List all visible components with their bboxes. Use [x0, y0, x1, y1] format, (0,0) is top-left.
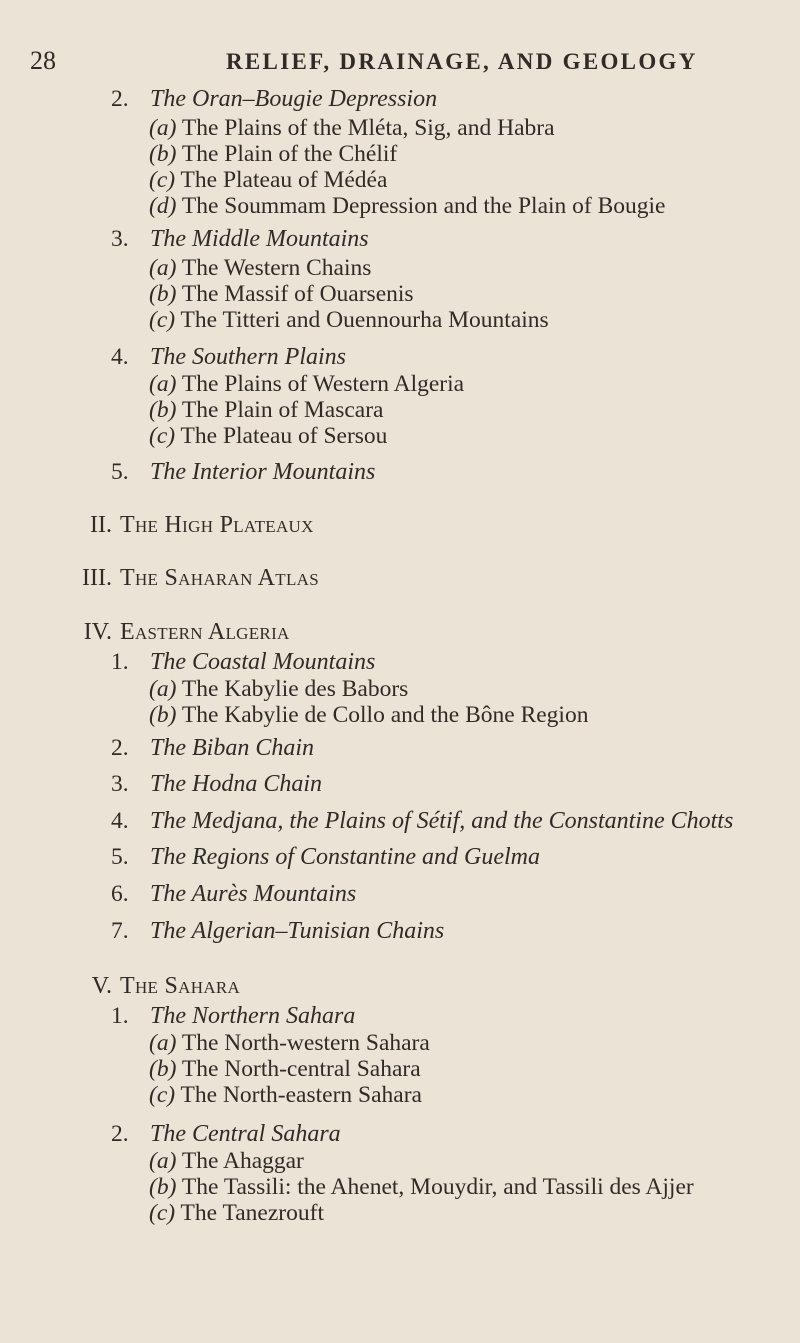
outline-subitem	[149, 371, 464, 397]
section-numeral: V.	[91, 973, 112, 999]
outline-subitem	[149, 423, 387, 449]
outline-item-title: The Aurès Mountains	[150, 881, 357, 907]
subitem-letter: (b)	[149, 397, 177, 423]
section-numeral: II.	[90, 512, 112, 538]
subitem-text: The Plains of Western Algeria	[181, 371, 465, 397]
outline-subitem	[149, 1082, 422, 1108]
outline-item-number: 2.	[111, 1121, 129, 1147]
subitem-text: The Plateau of Sersou	[180, 423, 388, 449]
running-head: RELIEF, DRAINAGE, AND GEOLOGY	[226, 49, 698, 74]
outline-item-title: The Hodna Chain	[150, 771, 323, 797]
outline-item-title: The Regions of Constantine and Guelma	[150, 844, 540, 870]
subitem-text: The Kabylie des Babors	[181, 676, 409, 702]
subitem-letter: (c)	[149, 167, 176, 193]
outline-item-number: 3.	[111, 771, 129, 797]
outline-item-title: The Interior Mountains	[150, 459, 376, 485]
subitem-text: The North-western Sahara	[181, 1030, 430, 1056]
subitem-text: The Kabylie de Collo and the Bône Region	[181, 702, 589, 728]
section-numeral: IV.	[83, 619, 112, 645]
subitem-letter: (a)	[149, 1148, 177, 1174]
subitem-letter: (a)	[149, 371, 177, 397]
outline-subitem	[149, 115, 555, 141]
subitem-text: The Plains of the Mléta, Sig, and Habra	[181, 115, 555, 141]
subitem-text: The Plain of Mascara	[181, 397, 384, 423]
outline-subitem	[149, 702, 588, 728]
subitem-letter: (a)	[149, 676, 177, 702]
outline-item-title: The Oran–Bougie Depression	[150, 86, 438, 112]
outline-subitem	[149, 307, 549, 333]
subitem-text: The Tassili: the Ahenet, Mouydir, and Tassili des Ajjer	[181, 1174, 694, 1200]
outline-item-number: 5.	[111, 844, 129, 870]
outline-subitem	[149, 281, 414, 307]
subitem-text: The Titteri and Ouennourha Mountains	[180, 307, 549, 333]
outline-subitem	[149, 1174, 694, 1200]
subitem-text: The Ahaggar	[181, 1148, 304, 1174]
outline-subitem	[149, 676, 408, 702]
subitem-letter: (c)	[149, 1200, 176, 1226]
outline-subitem	[149, 141, 397, 167]
subitem-letter: (c)	[149, 307, 176, 333]
subitem-letter: (b)	[149, 141, 177, 167]
outline-subitem	[149, 1148, 304, 1174]
subitem-text: The Soummam Depression and the Plain of Bougie	[181, 193, 666, 219]
subitem-letter: (b)	[149, 1174, 177, 1200]
subitem-text: The Plateau of Médéa	[180, 167, 388, 193]
outline-item-title: The Southern Plains	[150, 344, 346, 370]
outline-item-number: 7.	[111, 918, 129, 944]
section-title: Eastern Algeria	[120, 619, 290, 645]
section-title: The Saharan Atlas	[120, 565, 319, 591]
outline-item-number: 4.	[111, 344, 129, 370]
subitem-letter: (d)	[149, 193, 177, 219]
outline-item-number: 5.	[111, 459, 129, 485]
outline-item-number: 1.	[111, 1003, 129, 1029]
outline-item-title: The Algerian–Tunisian Chains	[150, 918, 445, 944]
page-number: 28	[30, 46, 56, 75]
outline-subitem	[149, 1030, 430, 1056]
outline-subitem	[149, 193, 666, 219]
subitem-letter: (b)	[149, 281, 177, 307]
outline-subitem	[149, 255, 371, 281]
subitem-letter: (a)	[149, 255, 177, 281]
outline-subitem	[149, 1056, 421, 1082]
outline-item-number: 6.	[111, 881, 129, 907]
subitem-text: The Western Chains	[181, 255, 372, 281]
subitem-letter: (b)	[149, 702, 177, 728]
outline-item-title: The Medjana, the Plains of Sétif, and the Constantine Chotts	[150, 808, 734, 834]
outline-item-number: 4.	[111, 808, 129, 834]
subitem-letter: (c)	[149, 1082, 176, 1108]
subitem-letter: (b)	[149, 1056, 177, 1082]
subitem-letter: (a)	[149, 1030, 177, 1056]
outline-item-title: The Central Sahara	[150, 1121, 341, 1147]
outline-item-title: The Biban Chain	[150, 735, 315, 761]
outline-subitem	[149, 397, 384, 423]
outline-item-title: The Middle Mountains	[150, 226, 369, 252]
subitem-text: The Massif of Ouarsenis	[181, 281, 414, 307]
subitem-text: The Plain of the Chélif	[181, 141, 398, 167]
subitem-letter: (c)	[149, 423, 176, 449]
subitem-text: The North-eastern Sahara	[180, 1082, 422, 1108]
outline-item-number: 2.	[111, 735, 129, 761]
outline-subitem	[149, 1200, 324, 1226]
outline-item-number: 3.	[111, 226, 129, 252]
section-title: The High Plateaux	[120, 512, 314, 538]
outline-item-title: The Coastal Mountains	[150, 649, 376, 675]
subitem-text: The Tanezrouft	[180, 1200, 324, 1226]
outline-item-number: 1.	[111, 649, 129, 675]
subitem-text: The North-central Sahara	[181, 1056, 421, 1082]
subitem-letter: (a)	[149, 115, 177, 141]
outline-subitem	[149, 167, 387, 193]
section-title: The Sahara	[120, 973, 241, 999]
outline-item-number: 2.	[111, 86, 129, 112]
section-numeral: III.	[82, 565, 112, 591]
outline-item-title: The Northern Sahara	[150, 1003, 356, 1029]
